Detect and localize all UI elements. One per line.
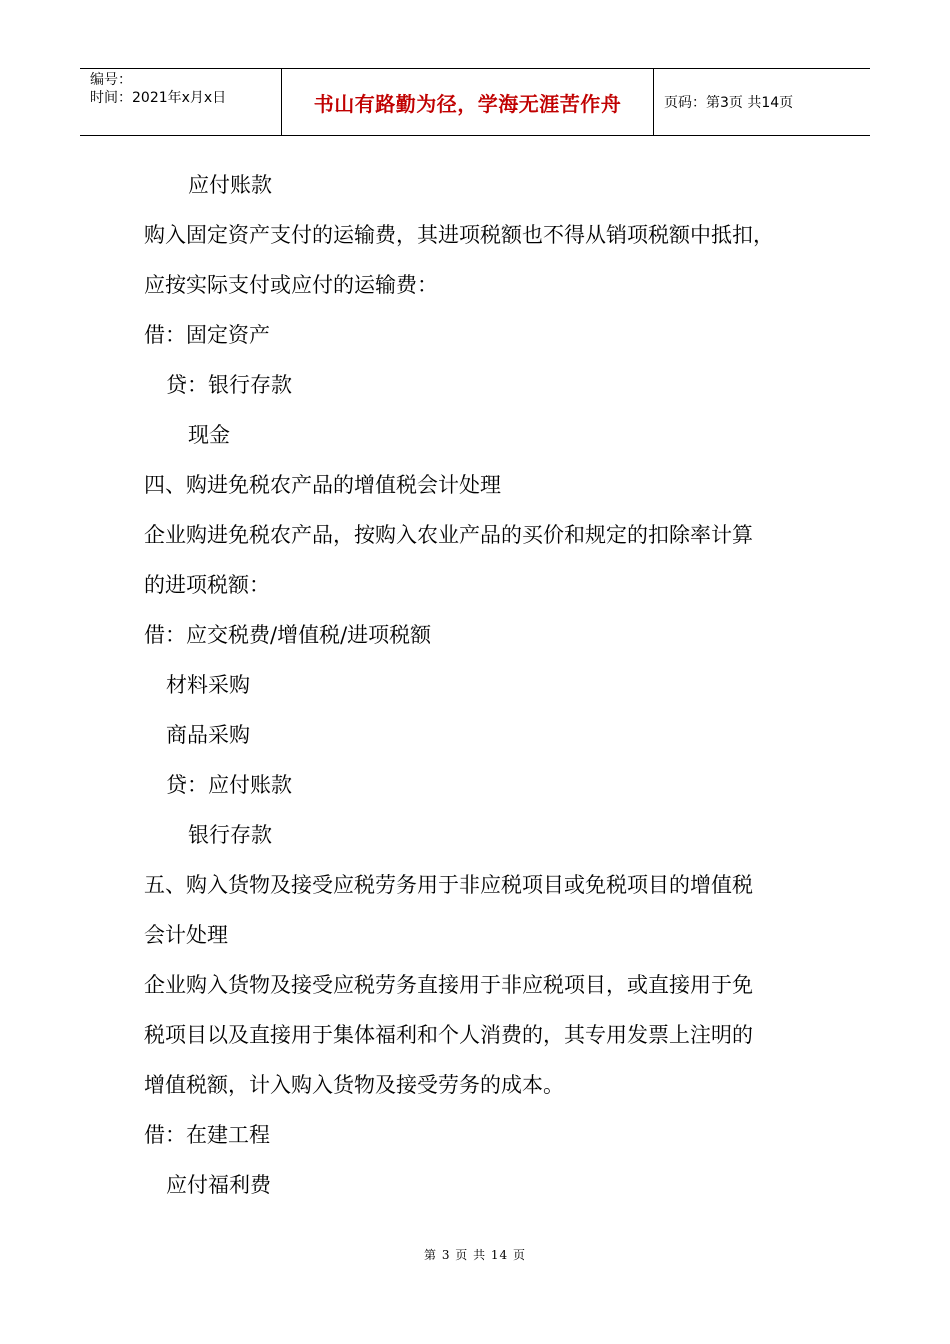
number-label: 编号： bbox=[90, 72, 132, 88]
text-line: 银行存款 bbox=[188, 823, 272, 847]
document-body bbox=[144, 160, 824, 1210]
text-line: 购入固定资产支付的运输费，其进项税额也不得从销项税额中抵扣， bbox=[144, 223, 774, 247]
text-line: 企业购入货物及接受应税劳务直接用于非应税项目，或直接用于免 bbox=[144, 973, 753, 997]
text-line: 借：在建工程 bbox=[144, 1123, 270, 1147]
text-line: 税项目以及直接用于集体福利和个人消费的，其专用发票上注明的 bbox=[144, 1023, 753, 1047]
section-heading: 五、购入货物及接受应税劳务用于非应税项目或免税项目的增值税 bbox=[144, 873, 753, 897]
header-page-info: 页码：第3页 共14页 bbox=[664, 95, 794, 111]
section-heading: 会计处理 bbox=[144, 923, 228, 947]
text-line: 借：固定资产 bbox=[144, 323, 270, 347]
text-line: 应付账款 bbox=[188, 173, 272, 197]
text-line: 企业购进免税农产品，按购入农业产品的买价和规定的扣除率计算 bbox=[144, 523, 753, 547]
text-line: 贷：应付账款 bbox=[166, 773, 292, 797]
text-line: 应付福利费 bbox=[166, 1173, 271, 1197]
text-line: 材料采购 bbox=[166, 673, 250, 697]
text-line: 应按实际支付或应付的运输费： bbox=[144, 273, 438, 297]
section-heading: 四、购进免税农产品的增值税会计处理 bbox=[144, 473, 501, 497]
text-line: 借：应交税费/增值税/进项税额 bbox=[144, 623, 432, 647]
header-motto: 书山有路勤为径，学海无涯苦作舟 bbox=[282, 69, 654, 135]
text-line: 现金 bbox=[188, 423, 230, 447]
header-meta bbox=[80, 69, 282, 135]
page-footer: 第 3 页 共 14 页 bbox=[424, 1248, 526, 1262]
text-line: 的进项税额： bbox=[144, 573, 270, 597]
text-line: 贷：银行存款 bbox=[166, 373, 292, 397]
text-line: 增值税额，计入购入货物及接受劳务的成本。 bbox=[144, 1073, 564, 1097]
date-label: 时间：2021年x月x日 bbox=[90, 90, 227, 106]
page-header bbox=[80, 68, 870, 136]
text-line: 商品采购 bbox=[166, 723, 250, 747]
